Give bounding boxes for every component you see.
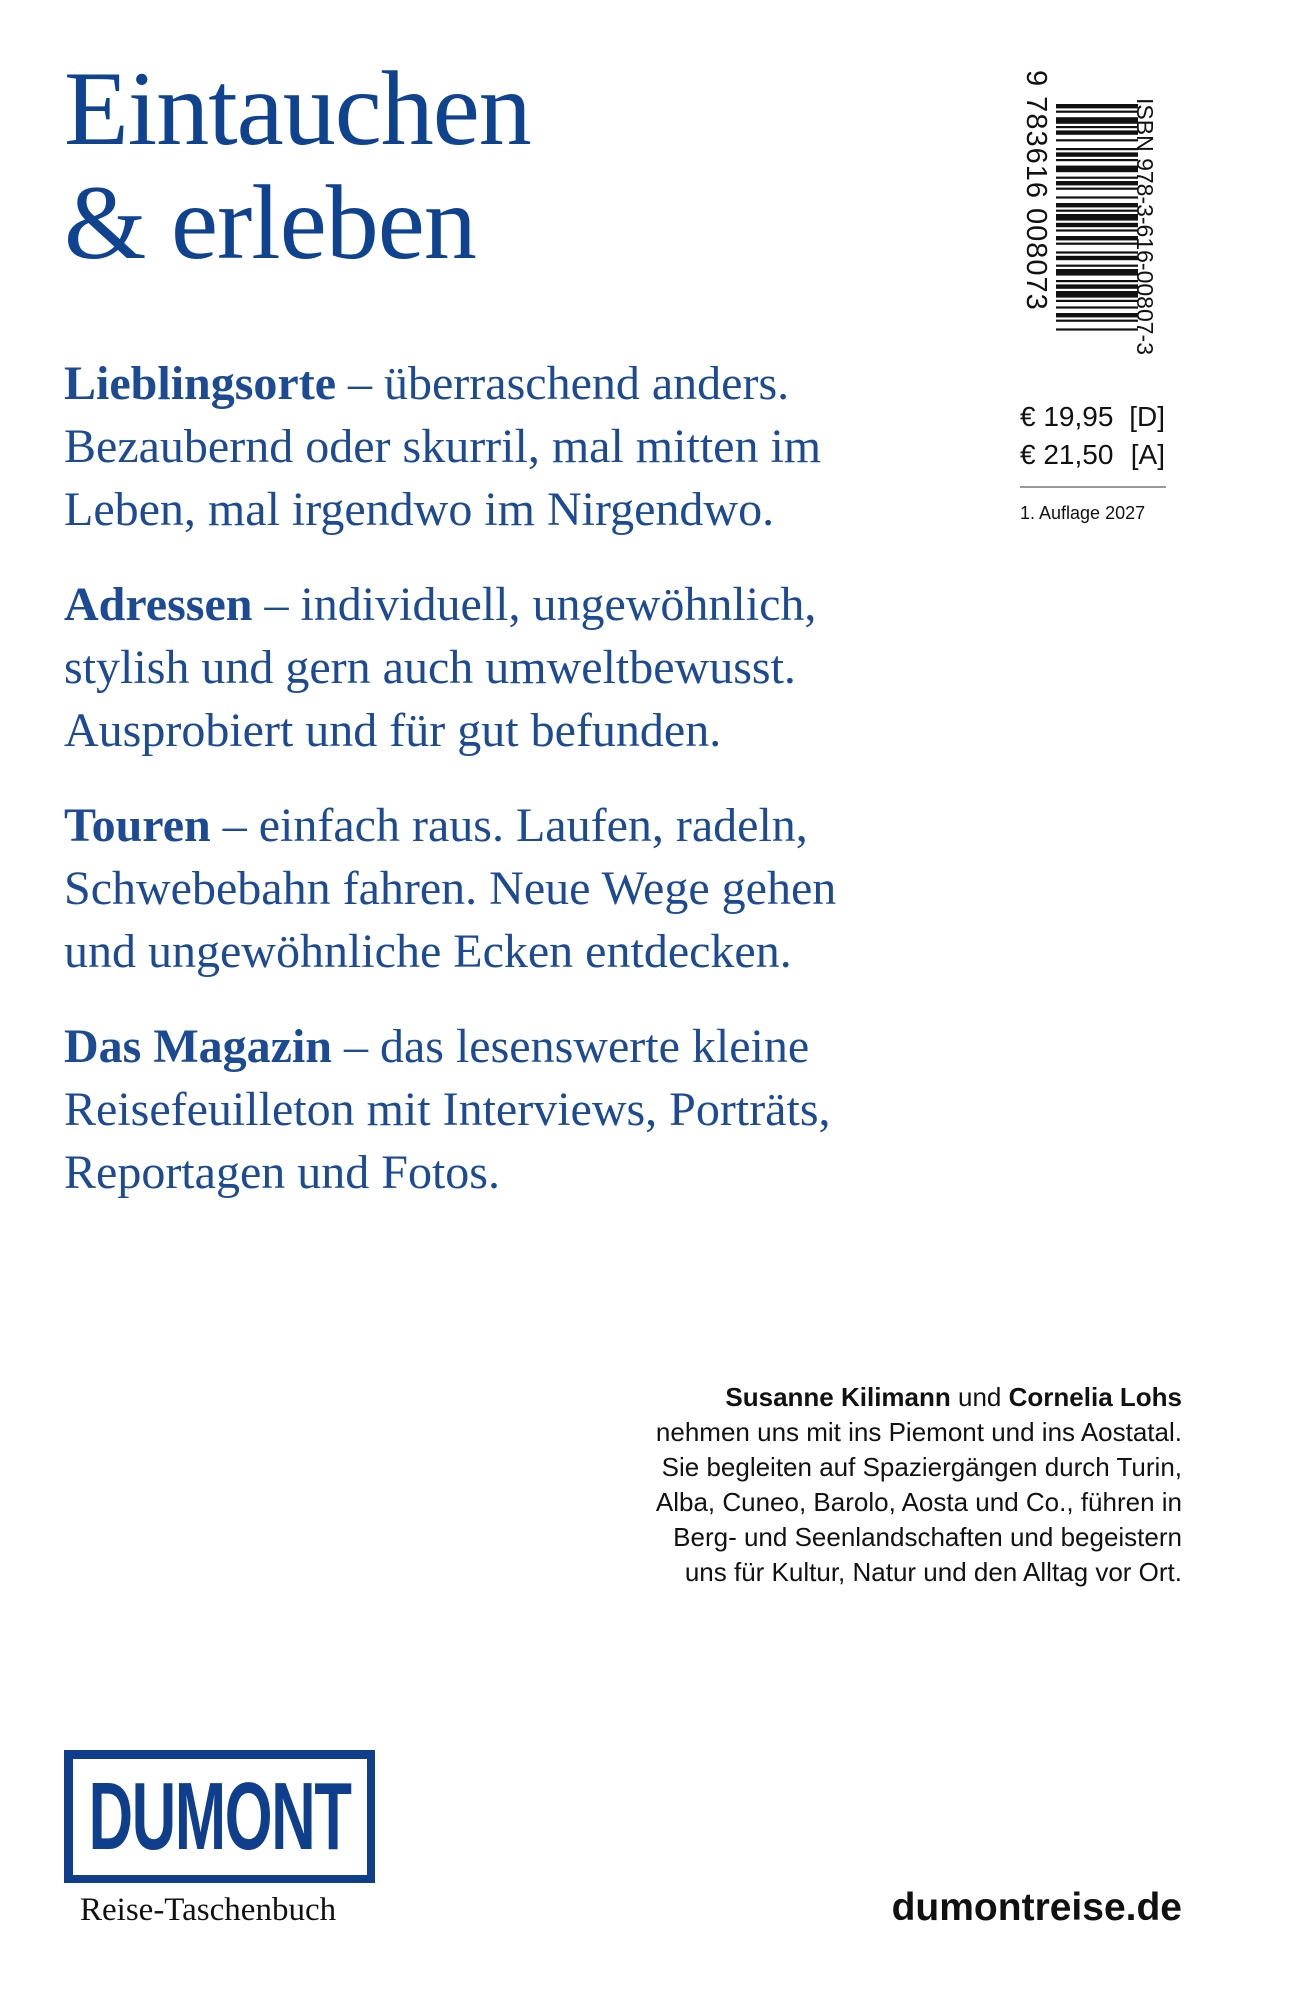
price-region: [D]	[1129, 401, 1165, 432]
barcode-bar	[1056, 196, 1138, 198]
feature-heading: Lieblingsorte	[64, 357, 336, 410]
barcode-bar	[1056, 214, 1138, 221]
barcode-bar	[1056, 188, 1138, 190]
barcode-bar	[1056, 320, 1138, 322]
title-line-2: & erleben	[64, 164, 476, 281]
barcode-bar	[1056, 104, 1138, 108]
feature-heading: Das Magazin	[64, 1020, 332, 1073]
barcode-bar	[1056, 280, 1138, 282]
barcode-bar	[1056, 223, 1138, 227]
feature-heading: Adressen	[64, 578, 253, 631]
barcode-bar	[1056, 148, 1138, 150]
blurb-line: uns für Kultur, Natur und den Alltag vor Ort.	[684, 1557, 1182, 1587]
feature-heading: Touren	[64, 799, 211, 852]
logo-frame	[73, 1759, 367, 1875]
price-amount: € 19,95	[1020, 401, 1114, 432]
feature-text-line: und ungewöhnliche Ecken entdecken.	[64, 925, 792, 978]
dumont-logo	[64, 1750, 375, 1883]
page-title	[64, 52, 764, 280]
author-connector: und	[958, 1382, 1002, 1412]
price-list	[1020, 398, 1165, 474]
blurb-line: Sie begleiten auf Spaziergängen durch Turin,	[661, 1452, 1182, 1482]
barcode-bar	[1056, 236, 1138, 240]
series-name: Reise-Taschenbuch	[80, 1892, 337, 1928]
author-name: Cornelia Lohs	[1008, 1382, 1182, 1412]
feature-text-line: Bezaubernd oder skurril, mal mitten im	[64, 420, 822, 473]
barcode-bar	[1056, 203, 1138, 207]
logo-wordmark: DUMONT	[88, 1762, 351, 1870]
barcode-bar	[1056, 313, 1138, 317]
barcode-bar	[1056, 177, 1138, 179]
barcode-bar	[1056, 210, 1138, 212]
barcode-bar	[1056, 126, 1138, 128]
barcode-bar	[1056, 181, 1138, 185]
barcode-bar	[1056, 159, 1138, 161]
blurb-line: nehmen uns mit ins Piemont und ins Aostatal.	[655, 1417, 1182, 1447]
price-row	[1020, 398, 1165, 436]
website-link[interactable]: dumontreise.de	[891, 1886, 1182, 1929]
barcode-bar	[1056, 265, 1138, 267]
feature-touren	[64, 794, 944, 983]
author-name: Susanne Kilimann	[725, 1382, 951, 1412]
barcode-bar	[1056, 152, 1138, 156]
barcode-bar	[1056, 284, 1138, 288]
feature-text-line: Reportagen und Fotos.	[64, 1146, 500, 1199]
barcode-bar	[1056, 256, 1138, 260]
feature-text-line: Reisefeuilleton mit Interviews, Porträts,	[64, 1083, 831, 1136]
edition-note: 1. Auflage 2027	[1020, 503, 1146, 523]
author-blurb	[560, 1380, 1182, 1590]
barcode-bar	[1056, 306, 1138, 308]
price-amount: € 21,50	[1020, 439, 1114, 470]
barcode-bar	[1056, 269, 1138, 276]
feature-adressen	[64, 573, 944, 762]
feature-text-line: Schwebebahn fahren. Neue Wege gehen	[64, 862, 837, 915]
blurb-line: Berg- und Seenlandschaften und begeistern	[673, 1522, 1182, 1552]
barcode-digits: 9 783616 008073	[1020, 70, 1052, 311]
title-line-1: Eintauchen	[64, 50, 531, 167]
feature-text-line: – einfach raus. Laufen, radeln,	[222, 799, 808, 852]
barcode-bar	[1056, 328, 1138, 330]
barcode-bar	[1056, 130, 1138, 134]
blurb-line: Alba, Cuneo, Barolo, Aosta und Co., führen in	[655, 1487, 1182, 1517]
feature-list	[64, 352, 944, 1236]
barcode-bar	[1056, 229, 1138, 231]
price-row	[1020, 436, 1165, 474]
feature-text-line: – individuell, ungewöhnlich,	[264, 578, 817, 631]
barcode-bar	[1056, 291, 1138, 298]
barcode-bar	[1056, 117, 1138, 124]
barcode-bar	[1056, 139, 1138, 141]
barcode-bar	[1056, 243, 1138, 245]
feature-magazin	[64, 1015, 944, 1204]
barcode-bar	[1056, 300, 1138, 302]
feature-text-line: stylish und gern auch umweltbewusst.	[64, 641, 796, 694]
feature-text-line: Leben, mal irgendwo im Nirgendwo.	[64, 483, 775, 536]
feature-text-line: – das lesenswerte kleine	[343, 1020, 810, 1073]
barcode-bar	[1056, 251, 1138, 253]
price-divider	[1020, 486, 1166, 488]
isbn-number: ISBN 978-3-616-00807-3	[1132, 98, 1158, 355]
price-region: [A]	[1130, 439, 1165, 470]
feature-text-line: – überraschend anders.	[348, 357, 790, 410]
feature-text-line: Ausprobiert und für gut befunden.	[64, 704, 722, 757]
feature-lieblingsorte	[64, 352, 944, 541]
barcode-bar	[1056, 111, 1138, 113]
barcode-bar	[1056, 166, 1138, 173]
